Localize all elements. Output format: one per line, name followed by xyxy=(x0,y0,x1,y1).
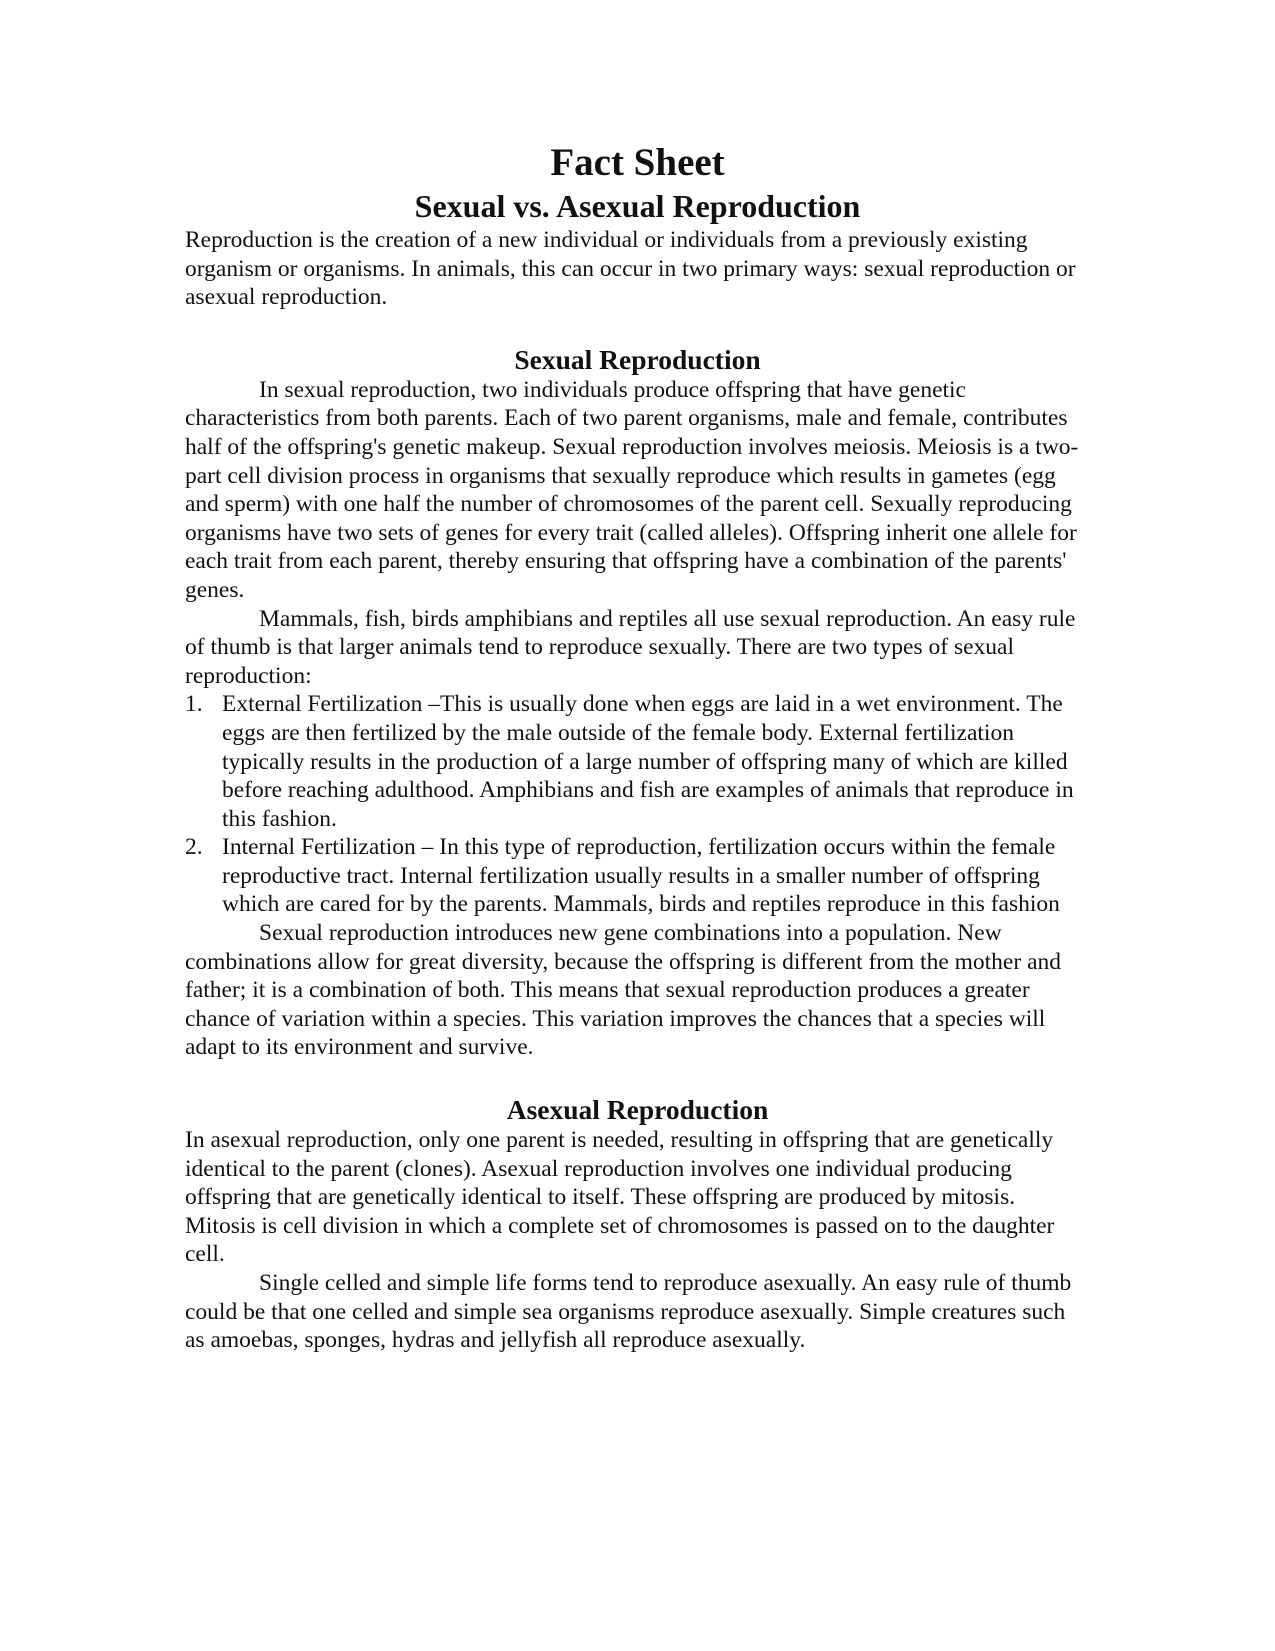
fact-sheet-page xyxy=(185,140,1090,1355)
intro-paragraph: Reproduction is the creation of a new individual or individuals from a previously existing organism or organisms. In animals, this can occur in two primary ways: sexual reproduction or asexual reproduction. xyxy=(185,227,1076,311)
sexual-reproduction-heading: Sexual Reproduction xyxy=(514,343,761,375)
list-number: 1. xyxy=(185,691,203,718)
fertilization-types-list xyxy=(185,690,1090,919)
list-item-text: External Fertilization –This is usually done when eggs are laid in a wet environment. The eggs are then fertilized by the male outside of the female body. External fertilization typically results in the production of a large number of offspring many of which are killed before reaching adulthood. Amphibians and fish are examples of animals that reproduce in this fashion. xyxy=(222,691,1074,832)
list-number: 2. xyxy=(185,834,203,861)
asexual-paragraph-1: In asexual reproduction, only one parent is needed, resulting in offspring that are genetically identical to the parent (clones). Asexual reproduction involves one individual producing offspring that are genetically identical to itself. These offspring are produced by mitosis. Mitosis is cell division in which a complete set of chromosomes is passed on to the daughter cell. xyxy=(185,1127,1055,1268)
sexual-paragraph-1: In sexual reproduction, two individuals produce offspring that have genetic characteristics from both parents. Each of two parent organisms, male and female, contributes half of the offspring's genetic makeup. Sexual reproduction involves meiosis. Meiosis is a two-part cell division process in organisms that sexually reproduce which results in gametes (egg and sperm) with one half the number of chromosomes of the parent cell. Sexually reproducing organisms have two sets of genes for every trait (called alleles). Offspring inherit one allele for each trait from each parent, thereby ensuring that offspring have a combination of the parents' genes. xyxy=(185,376,1079,603)
sexual-paragraph-2: Mammals, fish, birds amphibians and reptiles all use sexual reproduction. An easy rule of thumb is that larger animals tend to reproduce sexually. There are two types of sexual reproduction: xyxy=(185,605,1076,689)
page-subtitle: Sexual vs. Asexual Reproduction xyxy=(414,188,861,224)
asexual-reproduction-heading: Asexual Reproduction xyxy=(506,1094,769,1126)
sexual-paragraph-3: Sexual reproduction introduces new gene combinations into a population. New combinations allow for great diversity, because the offspring is different from the mother and father; it is a combination of both. This means that sexual reproduction produces a greater chance of variation within a species. This variation improves the chances that a species will adapt to its environment and survive. xyxy=(185,920,1061,1061)
asexual-paragraph-2: Single celled and simple life forms tend to reproduce asexually. An easy rule of thumb could be that one celled and simple sea organisms reproduce asexually. Simple creatures such as amoebas, sponges, hydras and jellyfish all reproduce asexually. xyxy=(185,1270,1072,1354)
list-item-internal-fertilization xyxy=(185,833,1090,919)
list-item-text: Internal Fertilization – In this type of reproduction, fertilization occurs within the female reproductive tract. Internal fertilization usually results in a smaller number of offspring which are cared for by the parents. Mammals, birds and reptiles reproduce in this fashion xyxy=(222,834,1060,918)
page-title: Fact Sheet xyxy=(550,141,725,184)
list-item-external-fertilization xyxy=(185,690,1090,833)
